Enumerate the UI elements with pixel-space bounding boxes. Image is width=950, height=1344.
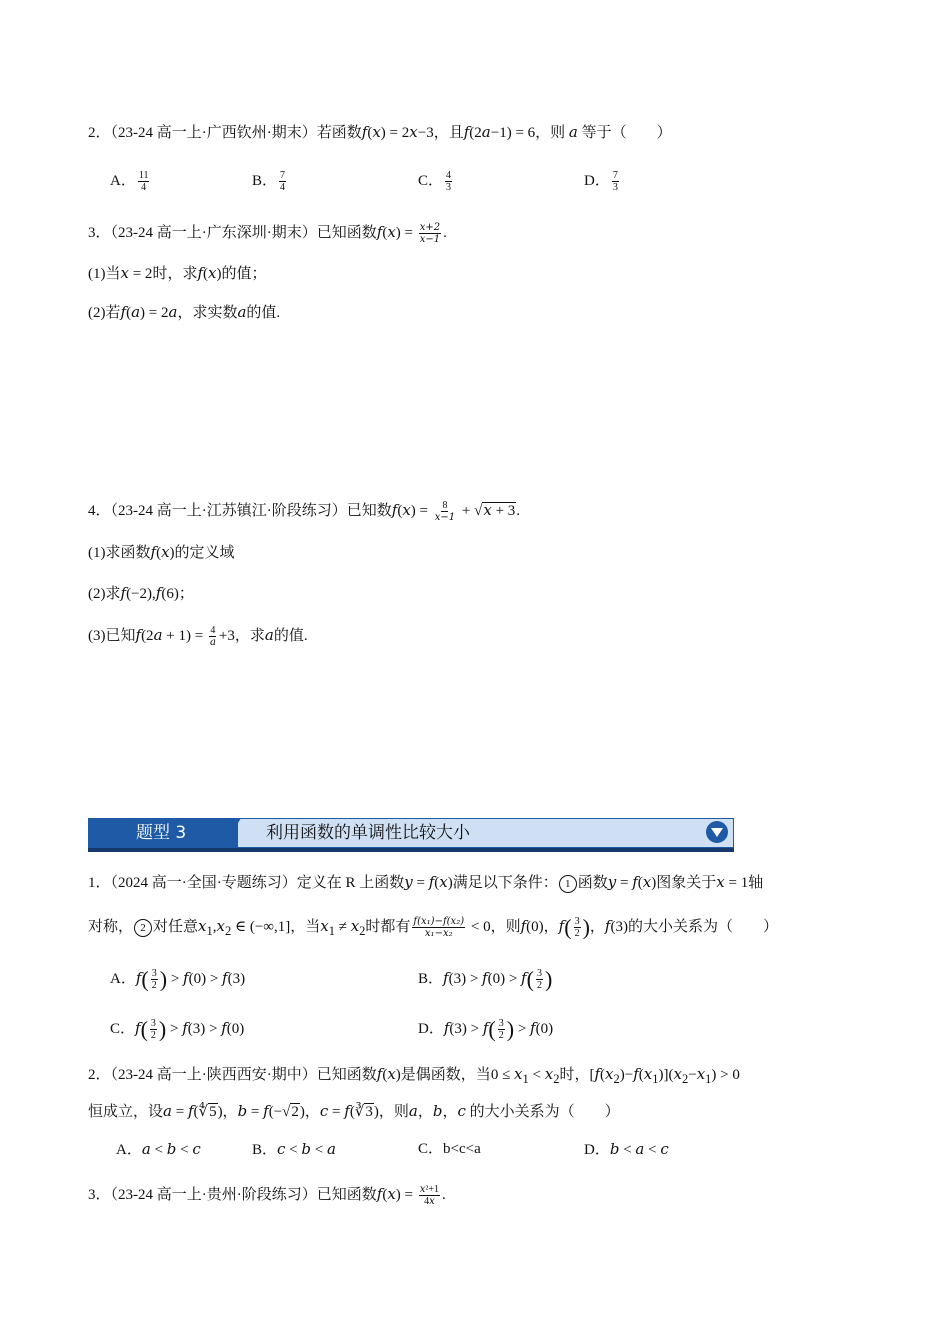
circled-number-icon: 2 xyxy=(134,919,152,937)
question-1-stem-line-1: 1．（2024 高一·全国·专题练习）定义在 R 上函数y = f(x)满足以下条件： 1 函数y = f(x)图象关于x = 1轴 xyxy=(88,873,764,891)
question-3b-stem: 3．（23-24 高一上·贵州·阶段练习）已知函数f(x) = $\frac{\text{x²+1}}{4x}$ . xyxy=(88,1184,446,1208)
section-tag: 题型 3 xyxy=(88,818,238,848)
question-2b-stem-line-2: 恒成立，设a = f(∜5)，b = f(−√2)，c = f(∛3)，则a，b，c 的大小关系为（ ） xyxy=(88,1102,620,1120)
question-4-part-1: (1)求函数f(x)的定义域 xyxy=(88,543,235,561)
option-b[interactable]: B．f(3) > f(0) > f( $\frac{3}{2}$ ) xyxy=(418,966,553,992)
circled-number-icon: 1 xyxy=(559,875,577,893)
question-4-part-3: (3)已知f(2a + 1) = $\frac{4}{a}$ +3，求a的值. xyxy=(88,625,308,649)
option-a[interactable]: A．f( $\frac{3}{2}$ ) > f(0) > f(3) xyxy=(110,966,246,992)
question-3-part-2: (2)若f(a) = 2a，求实数a的值. xyxy=(88,303,281,321)
question-number: 2． xyxy=(88,125,111,141)
question-2b-stem-line-1: 2．（23-24 高一上·陕西西安·期中）已知函数f(x)是偶函数，当$0 \le x_1 < x_2$时，$[f(x_2)-f(x_1)](x_2-x_1) > 0$ xyxy=(88,1065,740,1086)
option-c[interactable]: C． $\frac{4}{3}$ xyxy=(418,170,452,193)
question-4-part-2: (2)求f(−2),f(6)； xyxy=(88,584,194,602)
option-b[interactable]: B． $\frac{7}{4}$ xyxy=(252,170,286,193)
option-a[interactable]: A． $\frac{11}{4}$ xyxy=(110,170,149,193)
question-3-part-1: (1)当x = 2时，求f(x)的值； xyxy=(88,264,267,282)
option-d[interactable]: D．f(3) > f( $\frac{3}{2}$ ) > f(0) xyxy=(418,1016,554,1042)
option-c[interactable]: C．b<c<a xyxy=(418,1141,481,1157)
question-2-stem: 2．（23-24 高一上·广西钦州·期末）若函数f(x) = 2x−3，且f(2a−1) = 6，则 a 等于（ ） xyxy=(88,123,672,141)
section-title: 利用函数的单调性比较大小 xyxy=(266,823,470,843)
question-source: （23-24 高一上·广西钦州·期末）若函数 xyxy=(110,125,362,141)
question-1-stem-line-2: 对称， 2 对任意$x_1,x_2$ ∈ (−∞,1]，当$x_1 \ne x_2$时都有 $\frac{\text{f(x₁)−f(x₂)}}{\text{x₁−x₂}}$ < 0，则f(0)，f( $\frac{3}{2}$ )，f(3)的大小关系为（ ） xyxy=(88,914,778,940)
option-d[interactable]: D．b < a < c xyxy=(584,1140,669,1158)
chevron-down-icon[interactable] xyxy=(706,821,728,843)
question-3-stem: 3．（23-24 高一上·广东深圳·期末）已知函数f(x) = $\frac{x+2}{x-1}$ . xyxy=(88,222,447,246)
option-b[interactable]: B．c < b < a xyxy=(252,1140,336,1158)
section-banner xyxy=(88,816,734,852)
option-c[interactable]: C．f( $\frac{3}{2}$ ) > f(3) > f(0) xyxy=(110,1016,245,1042)
question-4-stem: 4．（23-24 高一上·江苏镇江·阶段练习）已知数f(x) = $\frac{8}{x-1}$ + √x + 3. xyxy=(88,500,521,524)
option-a[interactable]: A．a < b < c xyxy=(116,1140,201,1158)
option-d[interactable]: D． $\frac{7}{3}$ xyxy=(584,170,618,193)
math-expression: f xyxy=(361,123,368,141)
